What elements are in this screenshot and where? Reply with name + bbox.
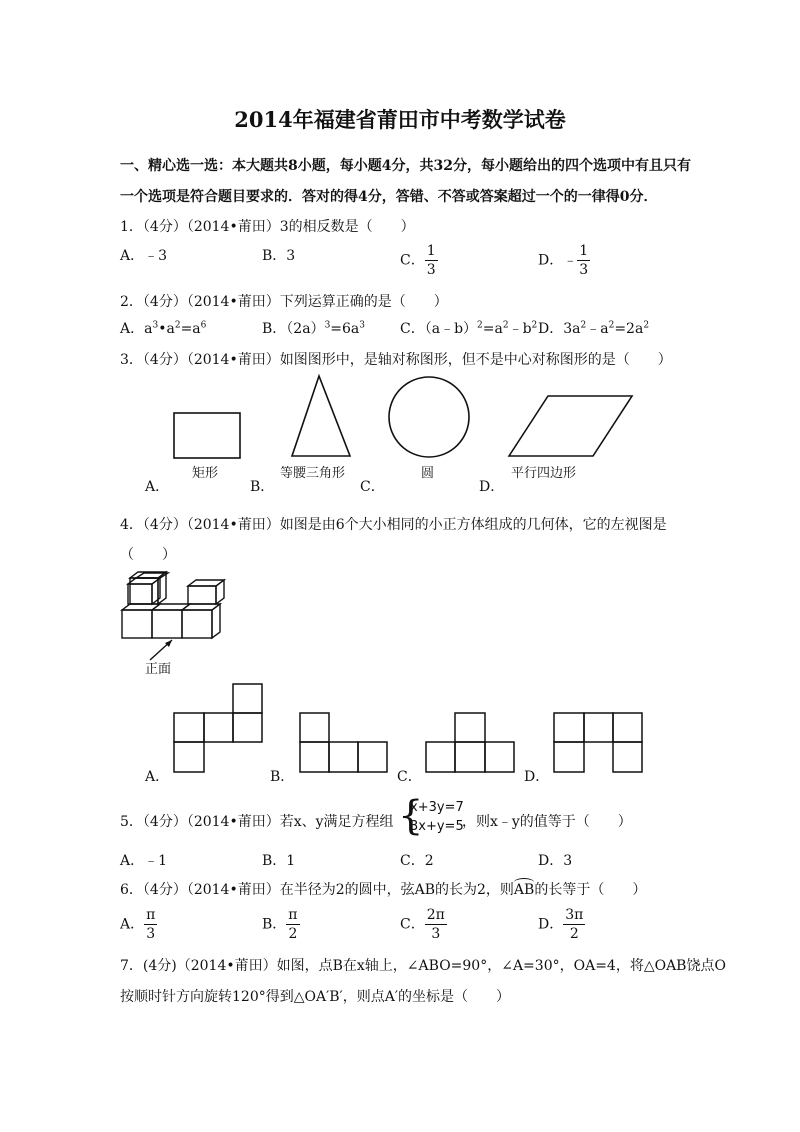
q5-option-d: D．3 xyxy=(538,853,573,869)
q1-d-den: 3 xyxy=(579,262,589,278)
q1-c-num: 1 xyxy=(426,243,436,259)
q6-a-den: 3 xyxy=(146,926,156,942)
question-7-line2: 按顺时针方向旋转120°得到△OA′B′，则点A′的坐标是（ ） xyxy=(120,989,511,1005)
q6-option-c xyxy=(400,906,447,943)
q4-label-a: A． xyxy=(145,769,170,785)
q6-b-num: π xyxy=(288,907,298,923)
q1-option-b: B．3 xyxy=(262,248,296,264)
q6-option-d-label: D． xyxy=(538,916,564,933)
equation-system xyxy=(410,798,464,836)
q6-d-fraction xyxy=(563,906,585,943)
equation-brace: { xyxy=(398,793,424,839)
q6-option-b xyxy=(262,906,300,943)
q3-label-d: D． xyxy=(479,479,505,495)
front-view-label: 正面 xyxy=(145,662,172,677)
q1-option-d-label: D．﹣ xyxy=(538,252,578,269)
q2-option-d: D．$3a^2﹣a^2=2a^2$ xyxy=(538,320,650,337)
q6-c-fraction xyxy=(425,906,447,943)
q1-option-c-label: C． xyxy=(400,252,425,269)
q2-option-c: C．$(a﹣b)^2=a^2﹣b^2$ xyxy=(400,320,538,337)
q2-option-d-label: D． xyxy=(538,321,564,337)
caption-triangle: 等腰三角形 xyxy=(280,466,346,481)
question-4-stem-cont: （ ） xyxy=(120,547,176,563)
q4-label-d: D． xyxy=(524,769,550,785)
q1-option-a: A．﹣3 xyxy=(120,248,168,264)
q6-option-a xyxy=(120,906,157,943)
equation-2: 3x+y=5 xyxy=(410,819,464,834)
question-7-line1: 7．(4分)（2014•莆田）如图，点B在x轴上，∠ABO=90°，∠A=30°，OA=4，将△OAB饶点O xyxy=(120,958,726,974)
q6-a-num: π xyxy=(146,907,156,923)
q5-option-c: C．2 xyxy=(400,853,434,869)
arc-ab: AB xyxy=(513,882,535,898)
q6-option-a-label: A． xyxy=(120,916,145,933)
section-instructions-line2: 一个选项是符合题目要求的．答对的得4分，答错、不答或答案超过一个的一律得0分． xyxy=(120,189,658,205)
q5-option-a: A．﹣1 xyxy=(120,853,168,869)
question-3-stem: 3．（4分）（2014•莆田）如图图形中，是轴对称图形，但不是中心对称图形的是（ ） xyxy=(120,352,672,368)
question-1-stem: 1．（4分）（2014•莆田）3的相反数是（ ） xyxy=(120,219,415,235)
q6-option-c-label: C． xyxy=(400,916,425,933)
q2-option-a-label: A． xyxy=(120,321,145,337)
q6-c-num: 2π xyxy=(426,907,445,923)
q4-label-b: B． xyxy=(270,769,295,785)
q1-c-den: 3 xyxy=(426,262,436,278)
question-2-stem: 2．（4分）（2014•莆田）下列运算正确的是（ ） xyxy=(120,294,448,310)
q6-d-num: 3π xyxy=(565,907,584,923)
q2-option-b: B．$(2a)^3=6a^3$ xyxy=(262,320,366,337)
q6-b-fraction xyxy=(286,906,299,943)
q6-stem-suffix: 的长等于（ ） xyxy=(534,882,647,898)
q5-stem-prefix: 5．（4分）（2014•莆田）若x、y满足方程组 xyxy=(120,814,394,830)
q1-d-num: 1 xyxy=(579,243,589,259)
q4-label-c: C． xyxy=(397,769,422,785)
q6-stem-prefix: 6．（4分）（2014•莆田）在半径为2的圆中，弦AB的长为2，则 xyxy=(120,882,514,898)
q6-b-den: 2 xyxy=(288,926,298,942)
q6-a-fraction xyxy=(144,906,157,943)
q6-option-d xyxy=(538,906,585,943)
q3-label-a: A． xyxy=(145,479,170,495)
q2-option-b-label: B． xyxy=(262,321,287,337)
q2-option-c-label: C． xyxy=(400,321,425,337)
q3-label-c: C． xyxy=(360,479,385,495)
equation-1: x+3y=7 xyxy=(410,800,464,815)
caption-rectangle: 矩形 xyxy=(192,466,219,481)
q6-stem xyxy=(120,879,646,899)
q5-option-b: B．1 xyxy=(262,853,296,869)
page-title: 2014年福建省莆田市中考数学试卷 xyxy=(234,107,566,132)
q3-label-b: B． xyxy=(250,479,275,495)
caption-parallelogram: 平行四边形 xyxy=(511,466,577,481)
question-4-stem: 4．（4分）（2014•莆田）如图是由6个大小相同的小正方体组成的几何体，它的左视图是 xyxy=(120,517,667,533)
q6-d-den: 2 xyxy=(569,926,579,942)
q6-c-den: 3 xyxy=(431,926,441,942)
caption-circle: 圆 xyxy=(421,466,435,481)
q5-stem-suffix: ，则x﹣y的值等于（ ） xyxy=(462,814,632,830)
q6-option-b-label: B． xyxy=(262,916,287,933)
q2-option-a: A．$a^3•a^2=a^6$ xyxy=(120,320,207,337)
section-instructions-line1: 一、精心选一选：本大题共8小题，每小题4分，共32分，每小题给出的四个选项中有且只有 xyxy=(120,158,691,174)
